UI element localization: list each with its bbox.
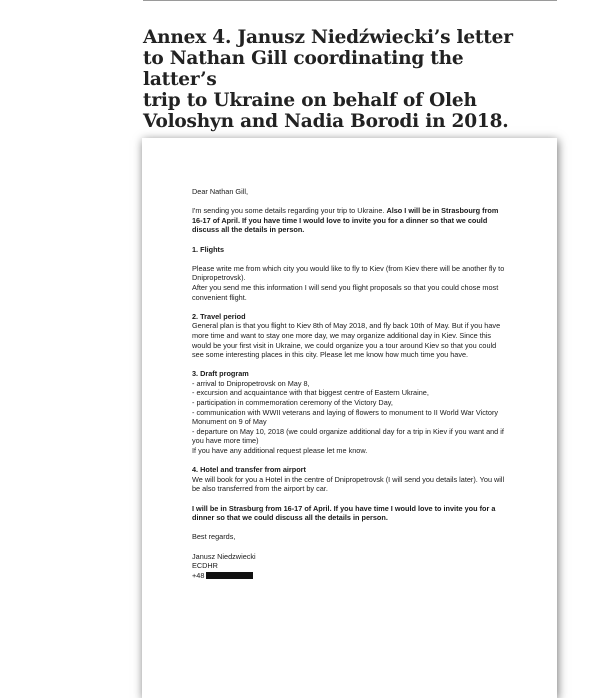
flights-paragraph-2: After you send me this information I will send you flight proposals so that you could chose most convenient flight. — [192, 282, 499, 302]
annex-title-line-2: to Nathan Gill coordinating the latter’s — [143, 48, 464, 90]
letter-greeting: Dear Nathan Gill, — [192, 187, 248, 196]
closing-emphasis: I will be in Strasburg from 16-17 of April. If you have time I would love to invite you for a dinner so that we could discuss all the details in person. — [192, 503, 496, 523]
program-item: - arrival to Dnipropetrovsk on May 8, — [192, 378, 310, 388]
travel-period-text: General plan is that you flight to Kiev 8th of May 2018, and fly back 10th of May. But if you have more time and want to stay one more day, we may organize additional day in Kiev. Since this would be your first visit in Ukraine, we could organize you a tour around Kiev so that you could see some interesting places in this city. Please let me know how much time you have. — [192, 321, 501, 360]
phone-prefix: +48 — [192, 570, 205, 580]
signature-name: Janusz Niedzwiecki — [192, 551, 256, 561]
letter-body — [192, 187, 508, 580]
annex-title-line-1: Annex 4. Janusz Niedźwiecki’s letter — [143, 27, 513, 48]
flights-paragraph-1: Please write me from which city you would like to fly to Kiev (from Kiev there will be another fly to Dnipropetrovsk). — [192, 263, 505, 283]
top-divider — [143, 0, 557, 1]
redaction-bar — [206, 572, 253, 579]
letter-intro — [192, 206, 508, 235]
signature-phone — [192, 571, 508, 581]
program-item: - departure on May 10, 2018 (we could organize additional day for a trip in Kiev if you want and if you have more time) — [192, 426, 504, 446]
program-item: If you have any additional request please let me know. — [192, 446, 368, 456]
signature-org: ECDHR — [192, 561, 218, 571]
letter-page — [142, 138, 557, 698]
hotel-text: We will book for you a Hotel in the centre of Dnipropetrovsk (I will send you details later). You will be also transferred from the airport by car. — [192, 474, 505, 494]
annex-title-line-4: Voloshyn and Nadia Borodi in 2018. — [143, 111, 509, 132]
flights-heading: 1. Flights — [192, 244, 225, 254]
regards: Best regards, — [192, 532, 236, 542]
travel-period-heading: 2. Travel period — [192, 311, 246, 321]
program-item: - communication with WWII veterans and laying of flowers to monument to II World War Victory Monument on 9 of May — [192, 407, 499, 427]
annex-title-line-3: trip to Ukraine on behalf of Oleh — [143, 90, 477, 111]
program-item: - excursion and acquaintance with that biggest centre of Eastern Ukraine, — [192, 388, 429, 398]
hotel-heading: 4. Hotel and transfer from airport — [192, 465, 306, 475]
letter-intro-text: I'm sending you some details regarding your trip to Ukraine. — [192, 206, 387, 216]
draft-program-heading: 3. Draft program — [192, 369, 249, 379]
letter-intro-emphasis: Also I will be in Strasbourg from 16-17 of April. If you have time I would love to invite you for a dinner so that we could discuss all the details in person. — [192, 206, 499, 235]
annex-title — [143, 27, 543, 132]
program-item: - participation in commemoration ceremony of the Victory Day, — [192, 398, 393, 408]
